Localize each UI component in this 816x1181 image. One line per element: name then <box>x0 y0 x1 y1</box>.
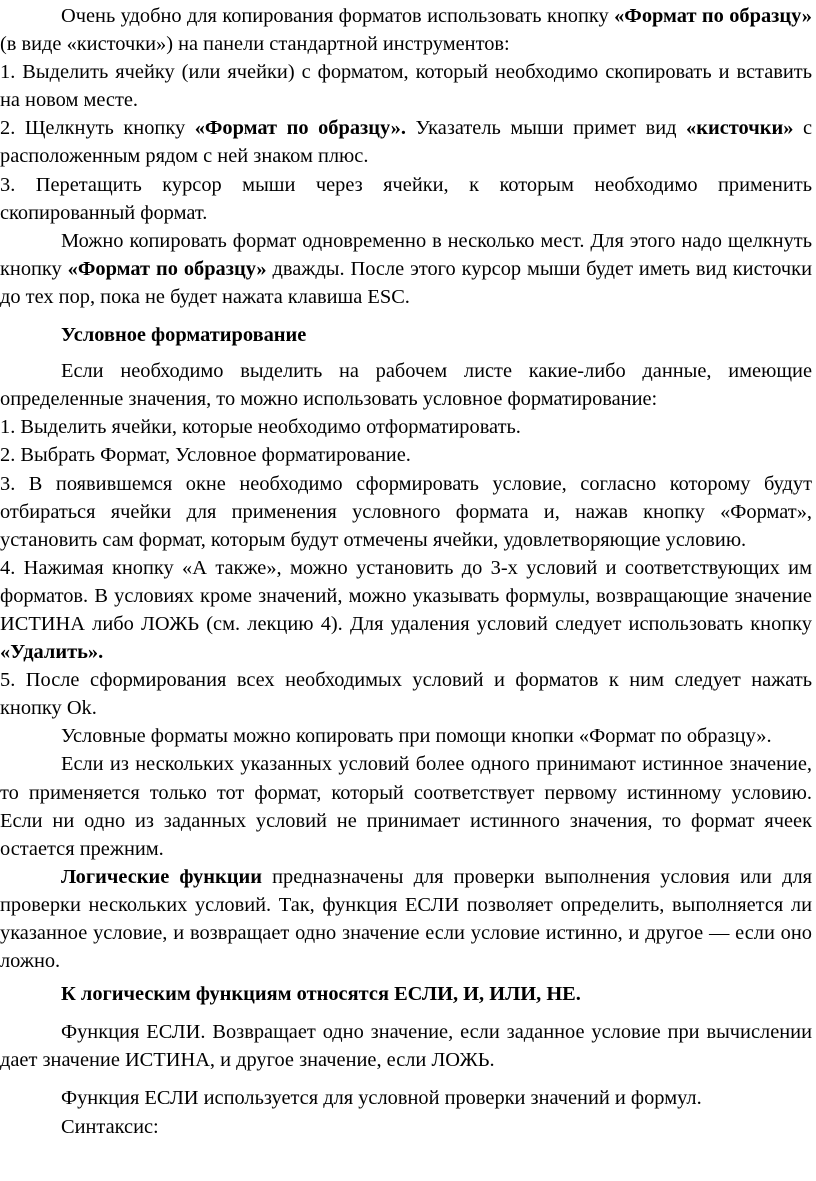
text-run: Условные форматы можно копировать при помощи кнопки «Формат по образцу». <box>61 725 772 748</box>
paragraph-multiple-copy <box>0 227 812 311</box>
bold-text-run: «Удалить». <box>0 641 104 664</box>
bold-text-run: Условное форматирование <box>61 324 307 347</box>
text-run: предназначены для проверки выполнения условия или для проверки нескольких условий. Так, функция ЕСЛИ позволяет определить, выполняется ли указанное условие, и возвращает одно значение если условие истинно, и другое — если оно ложно. <box>0 865 813 973</box>
text-run: Указатель мыши примет вид <box>405 117 687 140</box>
bold-text-run: «Формат по образцу». <box>194 117 406 140</box>
list-item-choose-menu <box>0 441 812 469</box>
list-item-form-condition <box>0 470 812 554</box>
list-item-drag-cursor <box>0 171 812 227</box>
text-run: 1. Выделить ячейки, которые необходимо отформатировать. <box>0 416 521 439</box>
text-run: 2. Выбрать Формат, Условное форматирование. <box>0 444 411 467</box>
text-run: Если необходимо выделить на рабочем листе какие-либо данные, имеющие определенные значения, то можно использовать условное форматирование: <box>0 360 812 411</box>
paragraph-format-painter-intro <box>0 2 812 58</box>
text-run: Функция ЕСЛИ используется для условной проверки значений и формул. <box>61 1087 702 1110</box>
paragraph-first-true-condition <box>0 750 812 862</box>
list-item-select-cell <box>0 58 812 114</box>
text-run: 2. Щелкнуть кнопку <box>0 117 195 140</box>
paragraph-syntax-label <box>0 1113 812 1141</box>
list-item-add-conditions <box>0 554 812 666</box>
paragraph-if-function <box>0 1018 812 1074</box>
heading-conditional-formatting <box>0 321 812 349</box>
text-run: Если из нескольких указанных условий более одного принимают истинное значение, то применяется только тот формат, который соответствует первому истинному условию. Если ни одно из заданных условий не принимает истинного значения, то формат ячеек остается прежним. <box>0 753 812 860</box>
text-run: 4. Нажимая кнопку «А также», можно установить до 3-х условий и соответствующих им форматов. В условиях кроме значений, можно указывать формулы, возвращающие значение ИСТИНА либо ЛОЖЬ (см. лекцию 4). Для удаления условий следует использовать кнопку <box>0 556 812 635</box>
bold-text-run: Логические функции <box>61 865 262 888</box>
heading-logical-functions-list <box>0 980 812 1008</box>
bold-text-run: «Формат по образцу» <box>67 257 267 280</box>
paragraph-copy-conditional <box>0 722 812 750</box>
text-run: 5. После сформирования всех необходимых условий и форматов к ним следует нажать кнопку Ok. <box>0 669 812 720</box>
text-run: 3. Перетащить курсор мыши через ячейки, к которым необходимо применить скопированный формат. <box>0 173 812 224</box>
text-run: Синтаксис: <box>61 1115 159 1138</box>
bold-text-run: «Формат по образцу» <box>614 5 812 27</box>
text-run: 3. В появившемся окне необходимо сформировать условие, согласно которому будут отбираться ячейки для применения условного формата и, нажав кнопку «Формат», установить сам формат, которым будут отмечены ячейки, удовлетворяющие условию. <box>0 472 812 551</box>
paragraph-conditional-intro <box>0 357 812 413</box>
list-item-select-cells <box>0 413 812 441</box>
bold-text-run: К логическим функциям относятся ЕСЛИ, И, ИЛИ, НЕ. <box>61 983 581 1006</box>
paragraph-logical-functions <box>0 863 812 975</box>
list-item-press-ok <box>0 666 812 722</box>
text-run: Функция ЕСЛИ. Возвращает одно значение, если заданное условие при вычислении дает значение ИСТИНА, и другое значение, если ЛОЖЬ. <box>0 1021 812 1072</box>
text-run: с расположенным рядом с ней знаком плюс. <box>0 117 813 168</box>
text-run: 1. Выделить ячейку (или ячейки) с форматом, который необходимо скопировать и вставить на новом месте. <box>0 61 812 112</box>
text-run: (в виде «кисточки») на панели стандартной инструментов: <box>0 33 510 56</box>
paragraph-if-usage <box>0 1084 812 1112</box>
bold-text-run: «кисточки» <box>686 117 794 140</box>
text-run: Очень удобно для копирования форматов использовать кнопку <box>61 5 615 27</box>
text-run: Можно копировать формат одновременно в несколько мест. Для этого надо щелкнуть кнопку <box>0 229 812 280</box>
list-item-click-format-painter <box>0 114 812 170</box>
text-run: дважды. После этого курсор мыши будет иметь вид кисточки до тех пор, пока не будет нажата клавиша ESC. <box>0 257 812 308</box>
